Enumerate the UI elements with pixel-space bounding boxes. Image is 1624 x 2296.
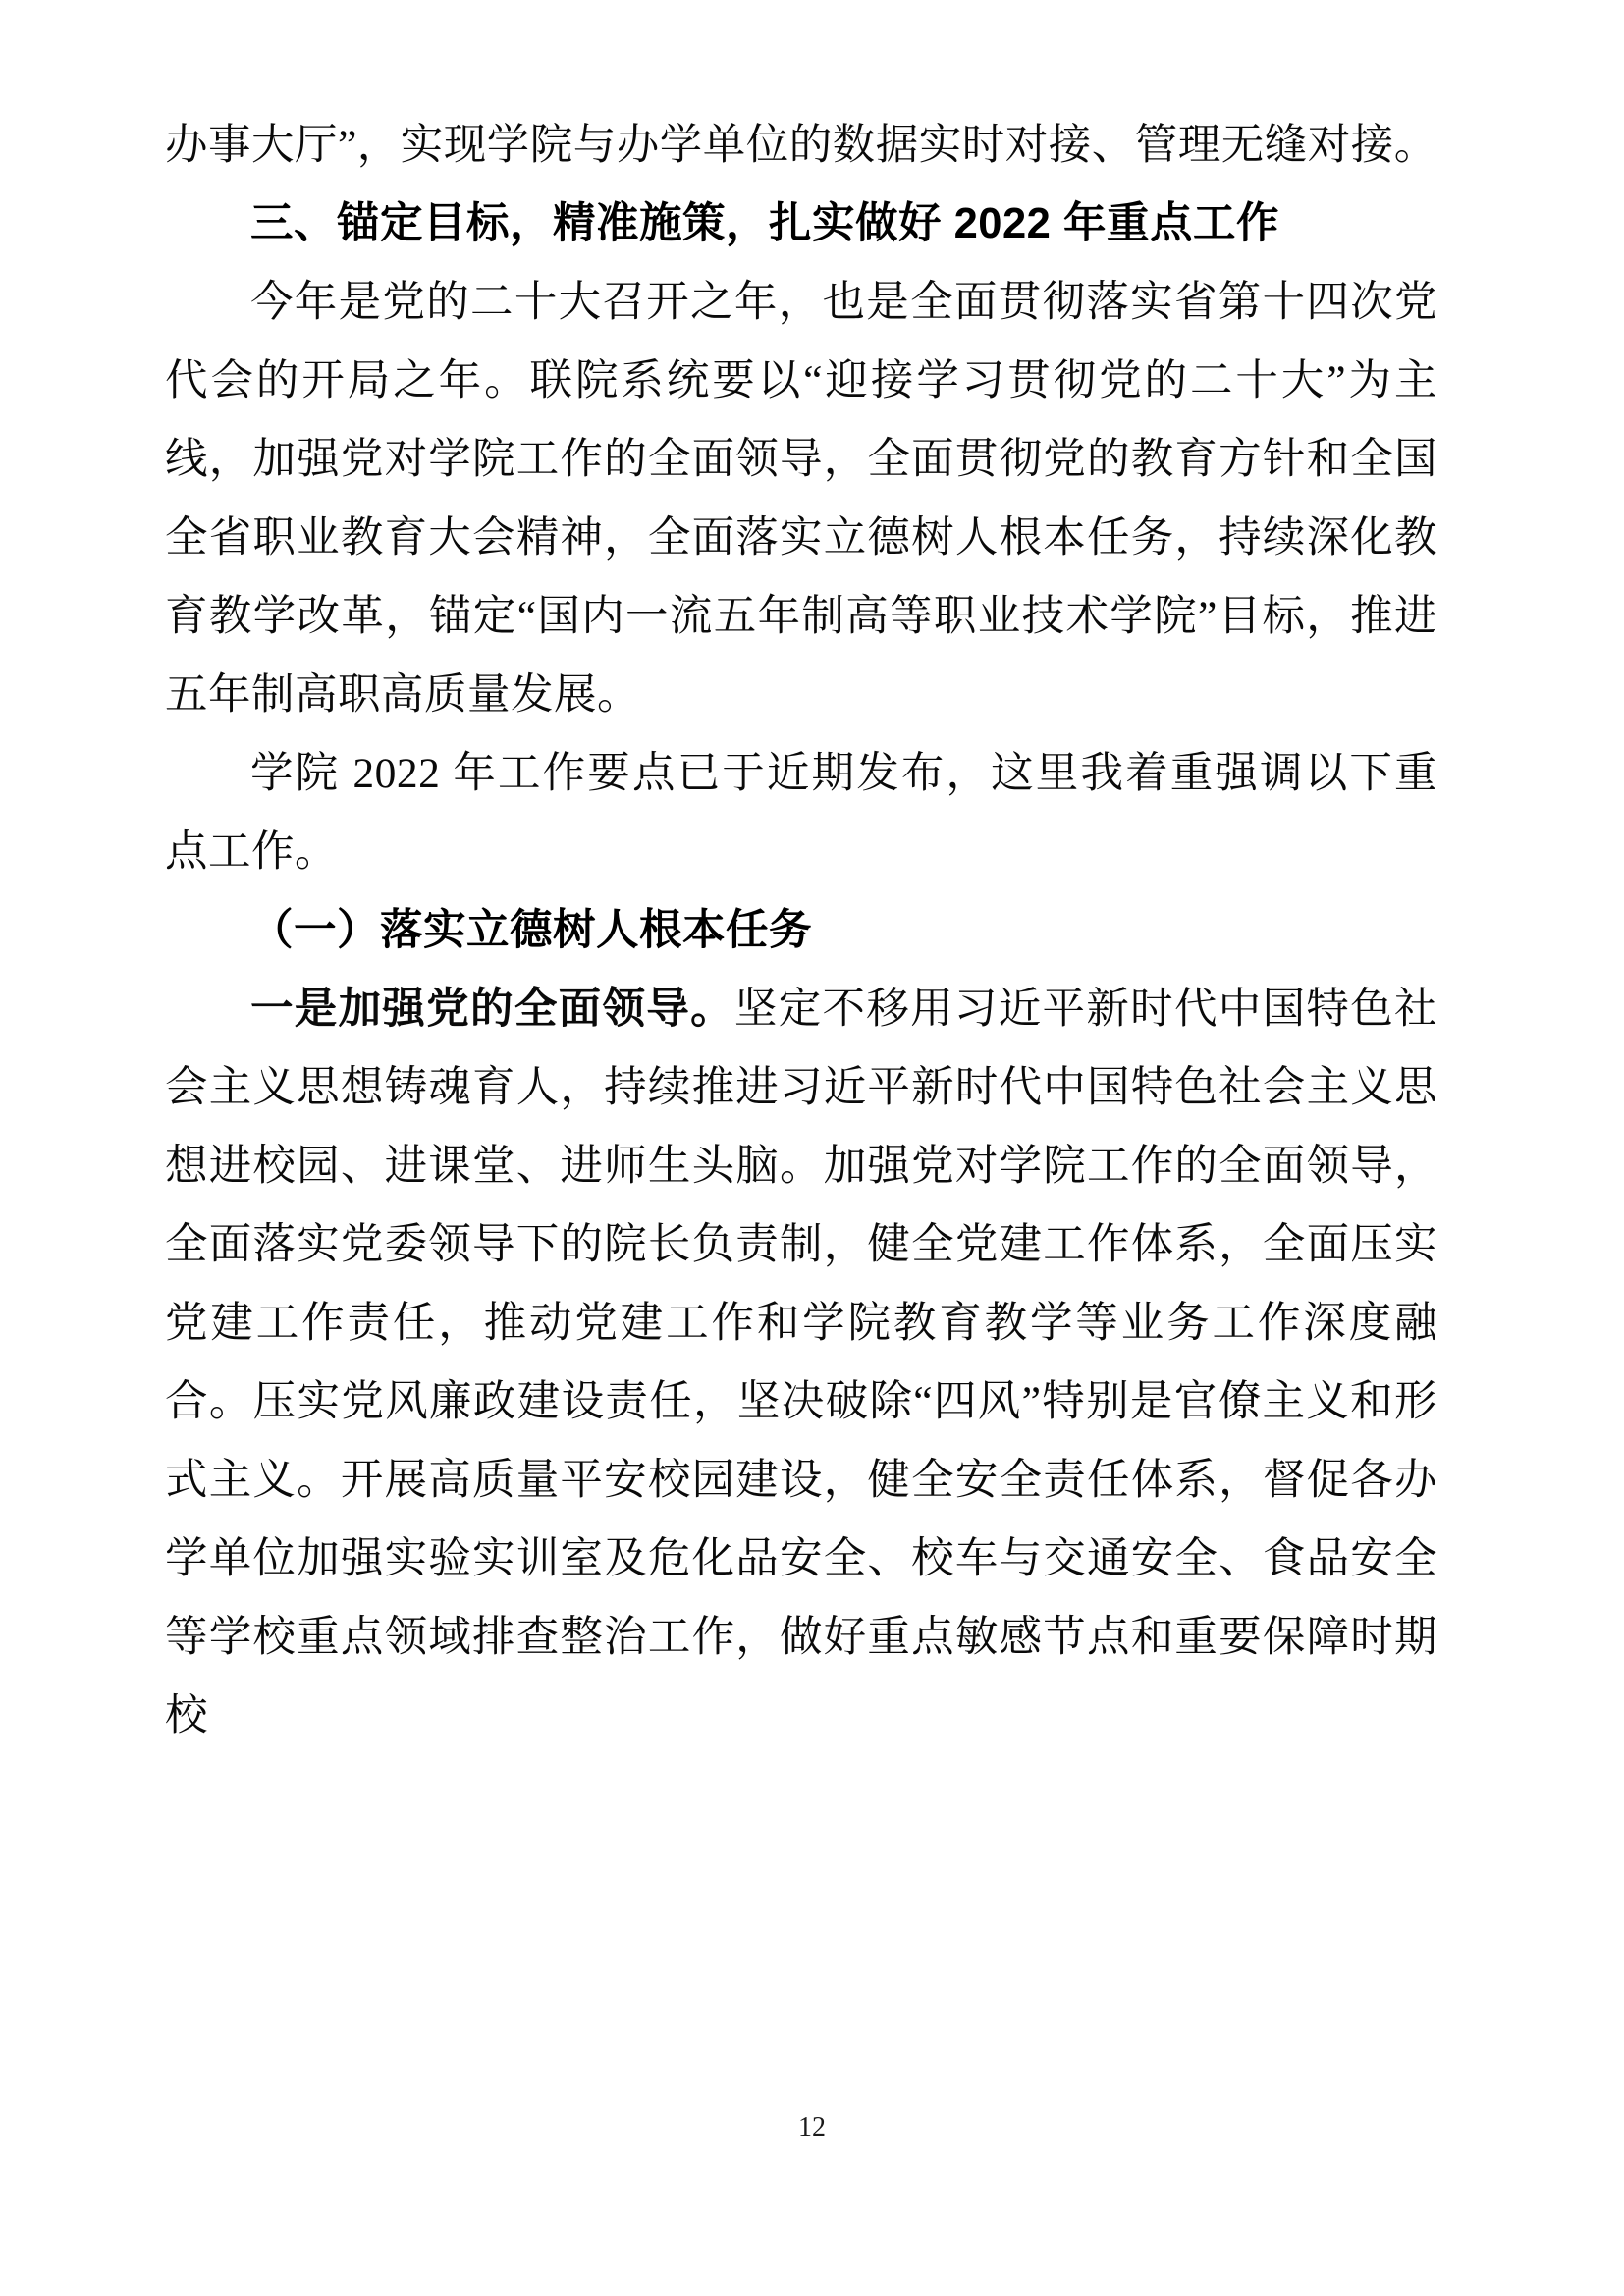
paragraph-first-point-body: 坚定不移用习近平新时代中国特色社会主义思想铸魂育人，持续推进习近平新时代中国特色社会主义思想进校园、进课堂、进师生头脑。加强党对学院工作的全面领导，全面落实党委领导下的院长负责制，健全党建工作体系，全面压实党建工作责任，推动党建工作和学院教育教学等业务工作深度融合。压实党风廉政建设责任，坚决破除“四风”特别是官僚主义和形式主义。开展高质量平安校园建设，健全安全责任体系，督促各办学单位加强实验实训室及危化品安全、校车与交通安全、食品安全等学校重点领域排查整治工作，做好重点敏感节点和重要保障时期校: [165, 986, 1438, 1739]
paragraph-first-point-lead: 一是加强党的全面领导。: [250, 986, 734, 1033]
heading-item-one: （一）落实立德树人根本任务: [250, 907, 812, 954]
paragraph-continuation-top: 办事大厅”，实现学院与办学单位的数据实时对接、管理无缝对接。: [165, 122, 1437, 169]
paragraph-work-points: 学院 2022 年工作要点已于近期发布，这里我着重强调以下重点工作。: [165, 750, 1437, 876]
paragraph-this-year: 今年是党的二十大召开之年，也是全面贯彻落实省第十四次党代会的开局之年。联院系统要以“迎接学习贯彻党的二十大”为主线，加强党对学院工作的全面领导，全面贯彻党的教育方针和全国全省职业教育大会精神，全面落实立德树人根本任务，持续深化教育教学改革，锚定“国内一流五年制高等职业技术学院”目标，推进五年制高职高质量发展。: [165, 279, 1437, 719]
paragraph-first-point: [165, 970, 1437, 1755]
heading-section-three: 三、锚定目标，精准施策，扎实做好 2022 年重点工作: [250, 200, 1279, 247]
page-content: [165, 106, 1437, 1755]
page-number: 12: [798, 2112, 826, 2143]
